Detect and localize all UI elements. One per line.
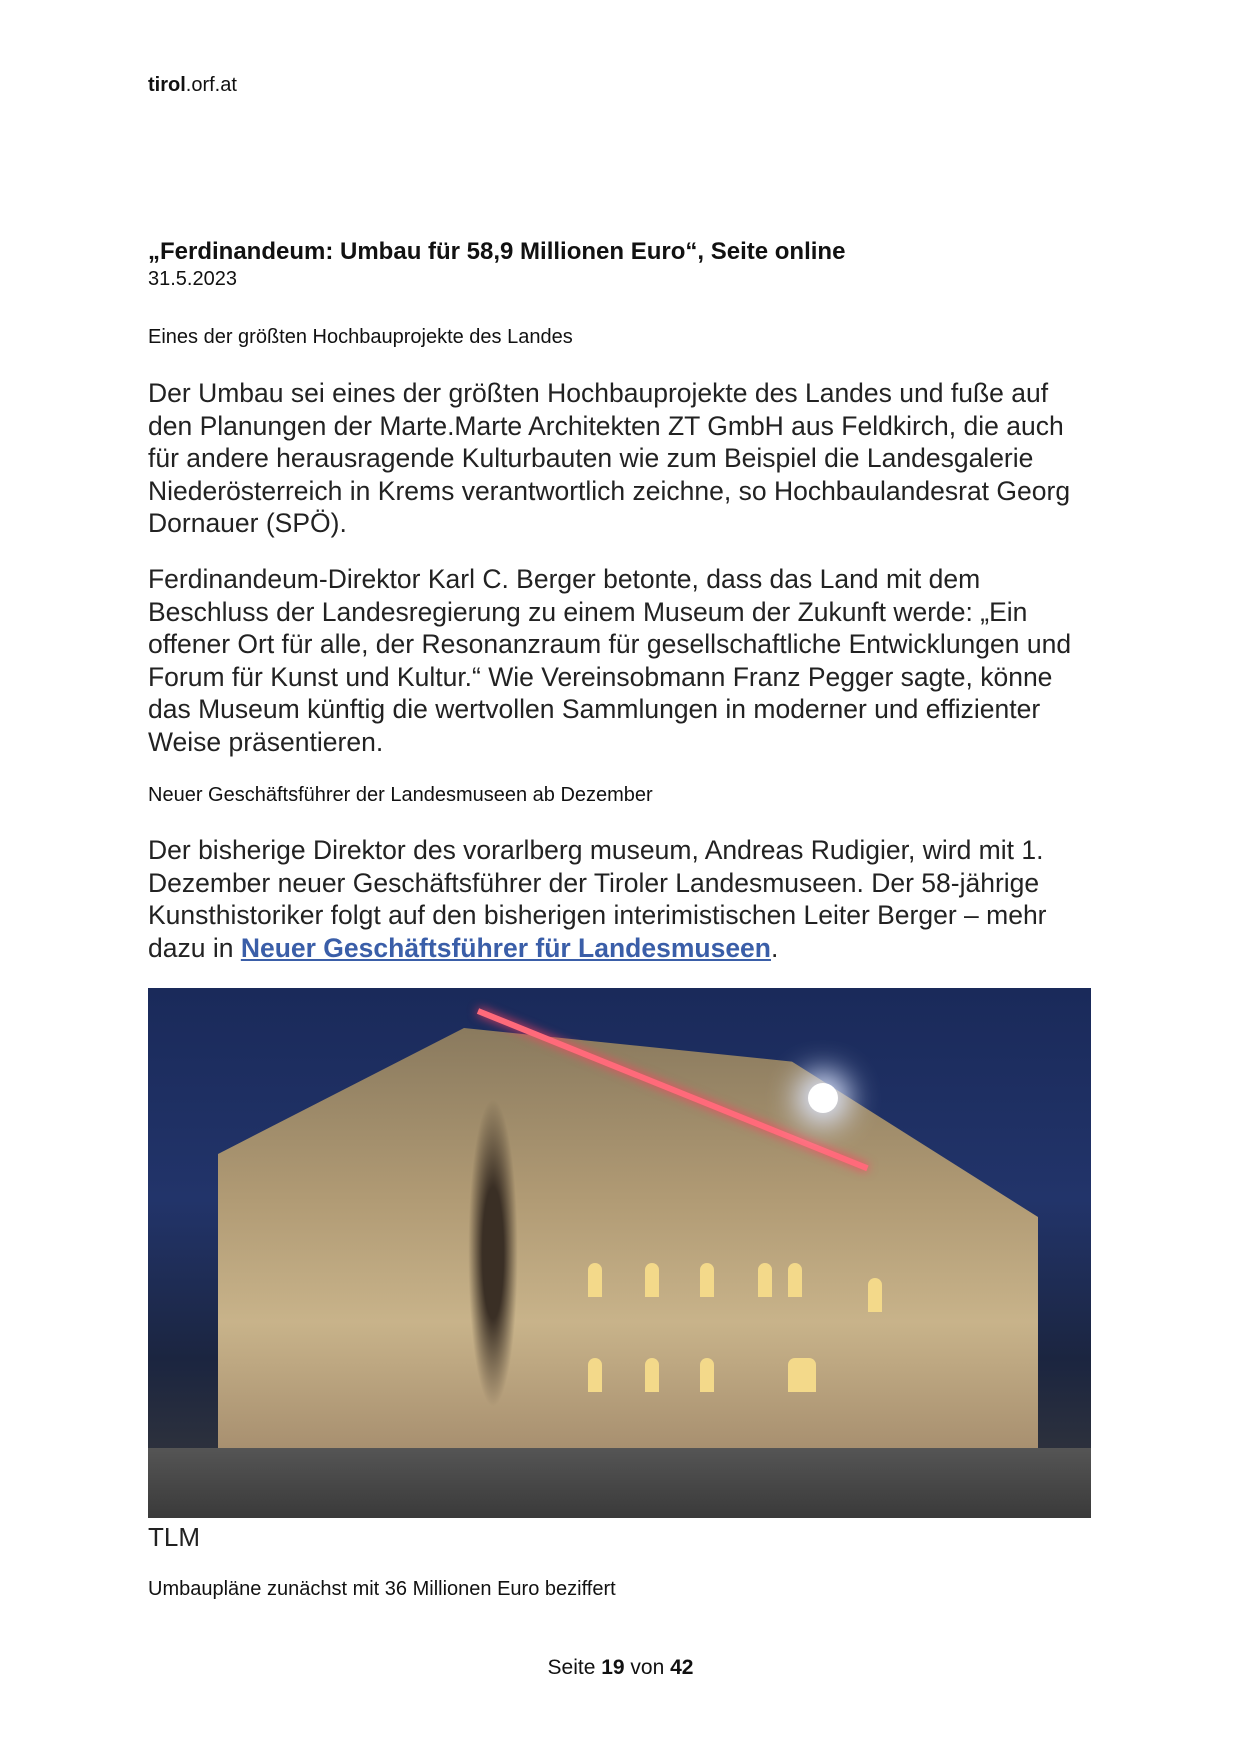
paragraph: Ferdinandeum-Direktor Karl C. Berger betonte, dass das Land mit dem Beschluss der Landesregierung zu einem Museum der Zukunft werde: „Ein offener Ort für alle, der Resonanzraum für gesellschaftliche Entwicklungen und Forum für Kunst und Kultur.“ Wie Vereinsobmann Franz Pegger sagte, könne das Museum künftig die wertvollen Sammlungen in moderner und effizienter Weise präsentieren. xyxy=(148,564,1072,757)
article-link[interactable]: Neuer Geschäftsführer für Landesmuseen xyxy=(240,932,771,963)
window xyxy=(700,1263,714,1297)
road xyxy=(148,1448,1091,1518)
article-photo xyxy=(148,988,1091,1518)
window xyxy=(645,1358,659,1392)
subheading: Umbaupläne zunächst mit 36 Millionen Euro beziffert xyxy=(148,1578,616,1600)
subheading: Eines der größten Hochbauprojekte des Landes xyxy=(148,326,573,348)
window xyxy=(868,1278,882,1312)
street-lamp xyxy=(808,1083,838,1113)
paragraph: Der Umbau sei eines der größten Hochbauprojekte des Landes und fuße auf den Planungen der Marte.Marte Architekten ZT GmbH aus Feldkirch, die auch für andere herausragende Kulturbauten wie zum Beispiel die Landesgalerie Niederösterreich in Krems verantwortlich zeichne, so Hochbaulandesrat Georg Dornauer (SPÖ). xyxy=(148,378,1071,538)
article-date: 31.5.2023 xyxy=(148,268,237,290)
page-number: Seite 19 von 42 xyxy=(547,1656,694,1679)
window xyxy=(645,1263,659,1297)
window xyxy=(758,1263,772,1297)
article-title: „Ferdinandeum: Umbau für 58,9 Millionen Euro“, Seite online xyxy=(148,238,846,265)
window xyxy=(588,1358,602,1392)
window xyxy=(700,1358,714,1392)
window xyxy=(788,1358,816,1392)
window xyxy=(588,1263,602,1297)
paragraph: Der bisherige Direktor des vorarlberg museum, Andreas Rudigier, wird mit 1. Dezember neuer Geschäftsführer der Tiroler Landesmuseen. Der 58-jährige Kunsthistoriker folgt auf den bisherigen interimistischen Leiter Berger – mehr dazu in Neuer Geschäftsführer für Landesmuseen. xyxy=(148,835,1047,963)
tree xyxy=(468,1098,518,1408)
building xyxy=(218,1028,1038,1448)
site-name: tirol.orf.at xyxy=(148,74,237,96)
subheading: Neuer Geschäftsführer der Landesmuseen ab Dezember xyxy=(148,784,653,806)
image-caption: TLM xyxy=(148,1522,200,1552)
window xyxy=(788,1263,802,1297)
